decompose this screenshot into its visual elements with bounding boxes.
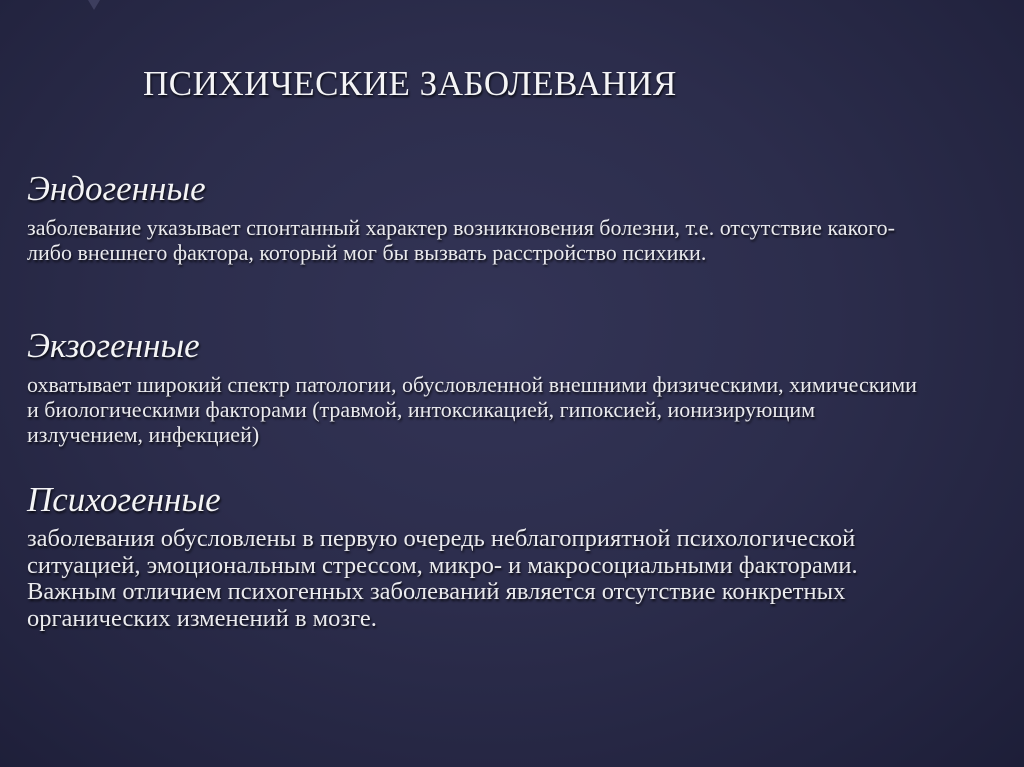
section-endogenous bbox=[27, 169, 927, 265]
section-heading: Психогенные bbox=[27, 480, 221, 519]
corner-decoration bbox=[88, 0, 100, 10]
section-body: заболевание указывает спонтанный характер возникновения болезни, т.е. отсутствие какого-либо внешнего фактора, который мог бы вызвать расстройство психики. bbox=[27, 215, 895, 265]
section-exogenous bbox=[27, 326, 927, 447]
section-body: охватывает широкий спектр патологии, обусловленной внешними физическими, химическими и биологическими факторами (травмой, интоксикацией, гипоксией, ионизирующим излучением, инфекцией) bbox=[27, 372, 917, 447]
section-psychogenic bbox=[27, 480, 927, 632]
slide-title: ПСИХИЧЕСКИЕ ЗАБОЛЕВАНИЯ bbox=[143, 64, 677, 103]
section-body: заболевания обусловлены в первую очередь неблагоприятной психологической ситуацией, эмоциональным стрессом, микро- и макросоциальными факторами. Важным отличием психогенных заболеваний является отсутствие конкретных органических изменений в мозге. bbox=[27, 525, 858, 632]
section-heading: Экзогенные bbox=[27, 326, 200, 365]
section-heading: Эндогенные bbox=[27, 169, 206, 208]
